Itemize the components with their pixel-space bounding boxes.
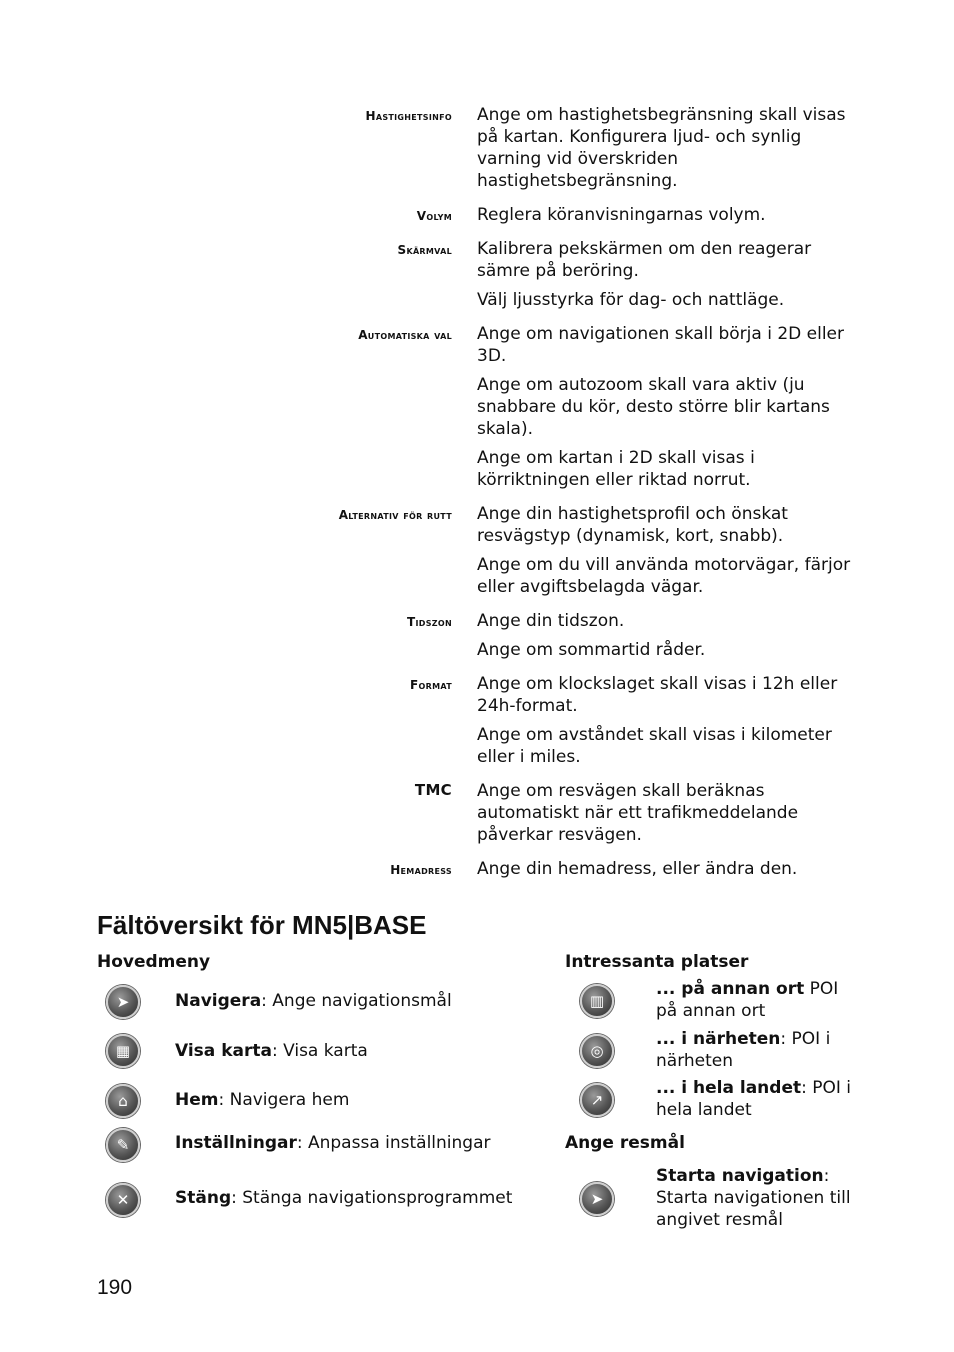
setting-description (477, 673, 852, 768)
item-label: Hem (175, 1090, 219, 1110)
poi-item-text (656, 1028, 861, 1072)
menu-item-text (175, 990, 452, 1012)
poi-nearby-icon: ◎ (580, 1034, 614, 1068)
poi-heading: Intressanta platser (565, 952, 749, 972)
poi-country-icon: ↗ (580, 1083, 614, 1117)
description-paragraph: Välj ljusstyrka för dag- och nattläge. (477, 290, 785, 310)
setting-description (477, 503, 852, 598)
poi-item-country (580, 1078, 861, 1121)
description-paragraph: Ange om kartan i 2D skall visas i körriktningen eller riktad norrut. (477, 448, 755, 490)
description-paragraph: Ange din tidszon. (477, 611, 625, 631)
item-description: : Starta navigationen till angivet resmål (656, 1166, 851, 1230)
page-number: 190 (97, 1276, 133, 1299)
description-paragraph: Ange din hastighetsprofil och önskat resvägstyp (dynamisk, kort, snabb). (477, 504, 788, 546)
setting-row (0, 673, 954, 768)
setting-term: Hemadress (390, 863, 452, 877)
setting-description (477, 104, 852, 192)
setting-term: Alternativ för rutt (338, 508, 452, 522)
setting-description (477, 780, 852, 846)
setting-description (477, 323, 852, 491)
poi-item-other-city (580, 979, 861, 1022)
description-paragraph: Ange om avståndet skall visas i kilometer eller i miles. (477, 725, 832, 767)
section-title: Fältöversikt för MN5|BASE (97, 910, 427, 940)
description-paragraph: Ange om navigationen skall börja i 2D eller 3D. (477, 324, 844, 366)
destination-heading: Ange resmål (565, 1133, 685, 1153)
setting-term: Skärmval (397, 243, 452, 257)
menu-item-text (175, 1187, 512, 1209)
setting-row (0, 858, 954, 880)
item-description: : Ange navigationsmål (261, 991, 452, 1011)
item-description: : Stänga navigationsprogrammet (231, 1188, 513, 1208)
menu-item-map (106, 1034, 368, 1068)
navigate-icon: ➤ (106, 985, 140, 1019)
menu-item-navigate (106, 985, 452, 1019)
menu-item-close (106, 1183, 512, 1217)
close-app-icon: ✕ (106, 1183, 140, 1217)
poi-item-nearby (580, 1029, 861, 1072)
description-paragraph: Ange din hemadress, eller ändra den. (477, 859, 798, 879)
poi-item-text (656, 1077, 861, 1121)
setting-term: Volym (416, 209, 452, 223)
item-label: ... på annan ort (656, 979, 805, 999)
settings-list (0, 104, 954, 892)
setting-term: Format (410, 678, 452, 692)
item-description: : Navigera hem (218, 1090, 350, 1110)
setting-description (477, 610, 852, 661)
setting-description (477, 858, 852, 880)
home-icon: ⌂ (106, 1084, 140, 1118)
main-menu-heading: Hovedmeny (97, 952, 211, 972)
map-icon: ▦ (106, 1034, 140, 1068)
poi-city-icon: ▥ (580, 984, 614, 1018)
item-label: Visa karta (175, 1041, 272, 1061)
setting-row (0, 238, 954, 311)
item-label: ... i närheten (656, 1029, 781, 1049)
description-paragraph: Ange om hastighetsbegränsning skall visas på kartan. Konfigurera ljud- och synlig varning vid överskriden hastighetsbegränsning. (477, 105, 846, 191)
item-description: : POI i närheten (656, 1029, 831, 1071)
item-description: POI på annan ort (656, 979, 839, 1021)
setting-row (0, 104, 954, 192)
setting-term: Hastighetsinfo (365, 109, 452, 123)
menu-item-settings (106, 1128, 491, 1162)
menu-item-text (175, 1040, 368, 1062)
description-paragraph: Kalibrera pekskärmen om den reagerar sämre på beröring. (477, 239, 812, 281)
item-label: ... i hela landet (656, 1078, 802, 1098)
menu-item-text (175, 1132, 491, 1154)
setting-term: TMC (414, 781, 452, 799)
item-label: Inställningar (175, 1133, 297, 1153)
item-label: Stäng (175, 1188, 232, 1208)
start-navigation-text (656, 1165, 861, 1231)
menu-item-text (175, 1089, 349, 1111)
setting-term: Automatiska val (358, 328, 452, 342)
setting-description (477, 238, 852, 311)
start-navigation-item (580, 1166, 861, 1231)
description-paragraph: Ange om sommartid råder. (477, 640, 706, 660)
setting-description (477, 204, 852, 226)
poi-item-text (656, 978, 861, 1022)
description-paragraph: Ange om du vill använda motorvägar, färjor eller avgiftsbelagda vägar. (477, 555, 851, 597)
setting-row (0, 503, 954, 598)
setting-row (0, 780, 954, 846)
menu-item-home (106, 1084, 349, 1118)
description-paragraph: Ange om resvägen skall beräknas automatiskt när ett trafikmeddelande påverkar resvägen. (477, 781, 799, 845)
item-label: Starta navigation (656, 1166, 824, 1186)
item-description: : POI i hela landet (656, 1078, 852, 1120)
setting-term: Tidszon (407, 615, 452, 629)
setting-row (0, 204, 954, 226)
item-description: : Anpassa inställningar (296, 1133, 491, 1153)
wrench-icon: ✎ (106, 1128, 140, 1162)
setting-row (0, 323, 954, 491)
description-paragraph: Ange om autozoom skall vara aktiv (ju snabbare du kör, desto större blir kartans skala). (477, 375, 830, 439)
description-paragraph: Reglera köranvisningarnas volym. (477, 205, 766, 225)
setting-row (0, 610, 954, 661)
start-navigation-icon: ➤ (580, 1182, 614, 1216)
item-description: : Visa karta (271, 1041, 368, 1061)
description-paragraph: Ange om klockslaget skall visas i 12h eller 24h-format. (477, 674, 838, 716)
item-label: Navigera (175, 991, 262, 1011)
